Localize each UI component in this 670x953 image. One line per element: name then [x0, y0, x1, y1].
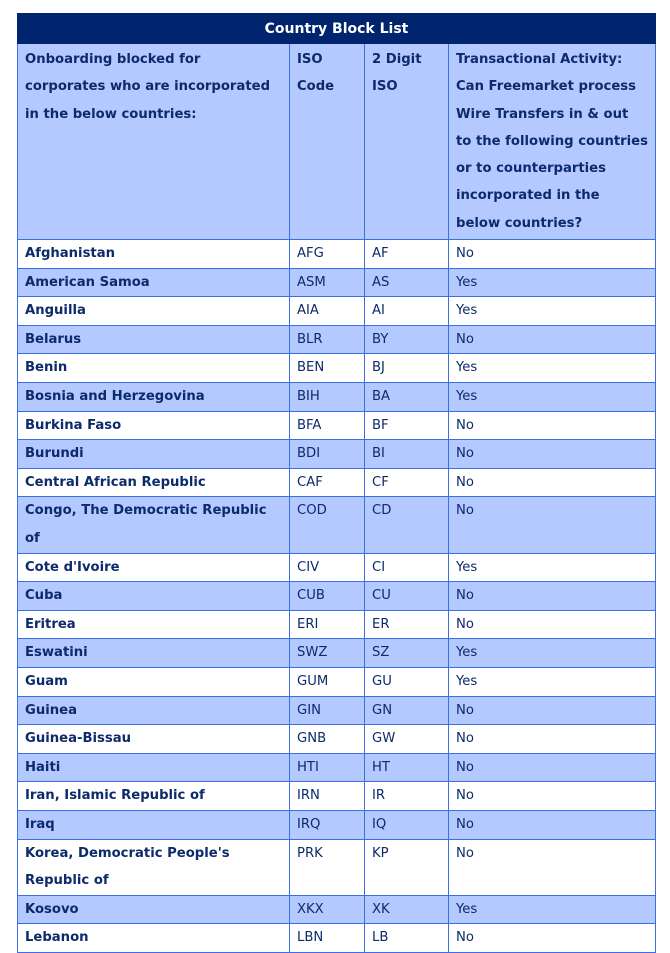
cell-country: Burkina Faso	[18, 411, 290, 440]
cell-country: Kosovo	[18, 895, 290, 924]
cell-transactional: No	[449, 325, 656, 354]
cell-2-digit-iso: BF	[365, 411, 449, 440]
cell-2-digit-iso: LB	[365, 924, 449, 953]
table-row	[18, 297, 656, 326]
cell-transactional: No	[449, 924, 656, 953]
cell-country: Central African Republic	[18, 468, 290, 497]
table-row	[18, 753, 656, 782]
cell-iso-code: SWZ	[290, 639, 365, 668]
cell-2-digit-iso: BJ	[365, 354, 449, 383]
cell-country: American Samoa	[18, 268, 290, 297]
country-block-table	[17, 13, 656, 953]
cell-2-digit-iso: GN	[365, 696, 449, 725]
cell-iso-code: GUM	[290, 667, 365, 696]
cell-2-digit-iso: CD	[365, 497, 449, 553]
cell-iso-code: BDI	[290, 440, 365, 469]
cell-2-digit-iso: BI	[365, 440, 449, 469]
header-2-digit-iso: 2 Digit ISO	[365, 44, 449, 240]
cell-2-digit-iso: HT	[365, 753, 449, 782]
cell-2-digit-iso: AS	[365, 268, 449, 297]
table-row	[18, 383, 656, 412]
cell-iso-code: BLR	[290, 325, 365, 354]
cell-country: Lebanon	[18, 924, 290, 953]
cell-country: Congo, The Democratic Republic of	[18, 497, 290, 553]
table-row	[18, 325, 656, 354]
cell-country: Guam	[18, 667, 290, 696]
cell-country: Eswatini	[18, 639, 290, 668]
header-transactional-activity: Transactional Activity: Can Freemarket process Wire Transfers in & out to the following countries or to counterparties incorporated in the below countries?	[449, 44, 656, 240]
table-row	[18, 839, 656, 895]
cell-2-digit-iso: ER	[365, 610, 449, 639]
cell-iso-code: BEN	[290, 354, 365, 383]
table-body	[18, 240, 656, 953]
cell-iso-code: CIV	[290, 553, 365, 582]
cell-2-digit-iso: SZ	[365, 639, 449, 668]
cell-transactional: No	[449, 440, 656, 469]
cell-country: Haiti	[18, 753, 290, 782]
cell-transactional: Yes	[449, 297, 656, 326]
table-row	[18, 610, 656, 639]
cell-iso-code: IRN	[290, 782, 365, 811]
table-row	[18, 782, 656, 811]
cell-iso-code: BFA	[290, 411, 365, 440]
cell-iso-code: XKX	[290, 895, 365, 924]
cell-transactional: No	[449, 582, 656, 611]
cell-transactional: No	[449, 240, 656, 269]
cell-iso-code: AFG	[290, 240, 365, 269]
cell-country: Anguilla	[18, 297, 290, 326]
table-row	[18, 639, 656, 668]
cell-country: Guinea	[18, 696, 290, 725]
cell-country: Belarus	[18, 325, 290, 354]
cell-transactional: Yes	[449, 667, 656, 696]
cell-transactional: Yes	[449, 639, 656, 668]
cell-2-digit-iso: IR	[365, 782, 449, 811]
cell-transactional: No	[449, 610, 656, 639]
cell-iso-code: AIA	[290, 297, 365, 326]
cell-transactional: Yes	[449, 383, 656, 412]
cell-country: Cote d'Ivoire	[18, 553, 290, 582]
cell-2-digit-iso: GU	[365, 667, 449, 696]
title-row	[18, 14, 656, 44]
cell-2-digit-iso: CF	[365, 468, 449, 497]
cell-transactional: No	[449, 725, 656, 754]
cell-iso-code: ASM	[290, 268, 365, 297]
cell-country: Burundi	[18, 440, 290, 469]
table-row	[18, 667, 656, 696]
cell-transactional: No	[449, 839, 656, 895]
cell-iso-code: GNB	[290, 725, 365, 754]
cell-2-digit-iso: AI	[365, 297, 449, 326]
cell-iso-code: LBN	[290, 924, 365, 953]
cell-2-digit-iso: CI	[365, 553, 449, 582]
cell-2-digit-iso: IQ	[365, 810, 449, 839]
cell-country: Guinea-Bissau	[18, 725, 290, 754]
table-row	[18, 924, 656, 953]
table-row	[18, 468, 656, 497]
cell-iso-code: HTI	[290, 753, 365, 782]
cell-iso-code: GIN	[290, 696, 365, 725]
table-row	[18, 696, 656, 725]
table-title: Country Block List	[18, 14, 656, 44]
cell-country: Cuba	[18, 582, 290, 611]
cell-2-digit-iso: KP	[365, 839, 449, 895]
cell-2-digit-iso: XK	[365, 895, 449, 924]
cell-iso-code: BIH	[290, 383, 365, 412]
cell-country: Korea, Democratic People's Republic of	[18, 839, 290, 895]
cell-country: Eritrea	[18, 610, 290, 639]
cell-country: Bosnia and Herzegovina	[18, 383, 290, 412]
cell-transactional: No	[449, 468, 656, 497]
cell-2-digit-iso: AF	[365, 240, 449, 269]
cell-iso-code: ERI	[290, 610, 365, 639]
table-row	[18, 895, 656, 924]
table-row	[18, 582, 656, 611]
cell-iso-code: CAF	[290, 468, 365, 497]
cell-country: Iran, Islamic Republic of	[18, 782, 290, 811]
table-row	[18, 440, 656, 469]
cell-transactional: No	[449, 782, 656, 811]
cell-country: Iraq	[18, 810, 290, 839]
cell-country: Afghanistan	[18, 240, 290, 269]
cell-2-digit-iso: BA	[365, 383, 449, 412]
table-row	[18, 354, 656, 383]
cell-transactional: No	[449, 497, 656, 553]
cell-iso-code: PRK	[290, 839, 365, 895]
table-row	[18, 268, 656, 297]
table-row	[18, 553, 656, 582]
cell-transactional: Yes	[449, 553, 656, 582]
cell-2-digit-iso: CU	[365, 582, 449, 611]
table-row	[18, 411, 656, 440]
cell-2-digit-iso: BY	[365, 325, 449, 354]
cell-transactional: Yes	[449, 895, 656, 924]
cell-transactional: Yes	[449, 268, 656, 297]
header-row	[18, 44, 656, 240]
header-country: Onboarding blocked for corporates who are incorporated in the below countries:	[18, 44, 290, 240]
cell-transactional: No	[449, 810, 656, 839]
table-row	[18, 240, 656, 269]
cell-iso-code: IRQ	[290, 810, 365, 839]
cell-transactional: No	[449, 696, 656, 725]
cell-country: Benin	[18, 354, 290, 383]
table-row	[18, 497, 656, 553]
table-row	[18, 725, 656, 754]
cell-iso-code: CUB	[290, 582, 365, 611]
cell-2-digit-iso: GW	[365, 725, 449, 754]
cell-iso-code: COD	[290, 497, 365, 553]
header-iso-code: ISO Code	[290, 44, 365, 240]
cell-transactional: No	[449, 411, 656, 440]
cell-transactional: No	[449, 753, 656, 782]
table-row	[18, 810, 656, 839]
cell-transactional: Yes	[449, 354, 656, 383]
